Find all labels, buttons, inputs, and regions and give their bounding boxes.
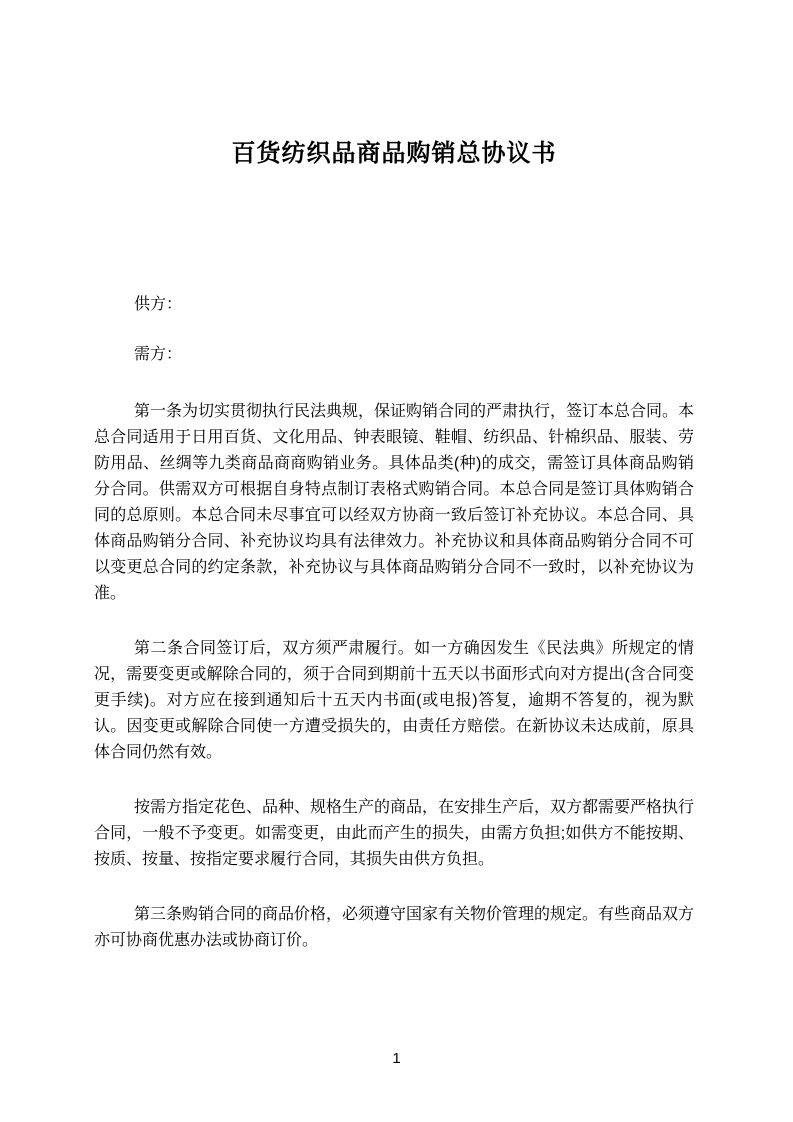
paragraph-article-2-continued: 按需方指定花色、品种、规格生产的商品，在安排生产后，双方都需要严格执行合同，一般不予变更。如需变更，由此而产生的损失，由需方负担;如供方不能按期、按质、按量、按指定要求履行合同，其损失由供方负担。 bbox=[94, 799, 695, 868]
contract-body bbox=[94, 399, 694, 954]
document-title: 百货纺织品商品购销总协议书 bbox=[231, 140, 557, 167]
page-number: 1 bbox=[392, 1050, 401, 1067]
parties-section bbox=[94, 292, 694, 368]
paragraph-article-3: 第三条购销合同的商品价格，必须遵守国家有关物价管理的规定。有些商品双方亦可协商优惠办法或协商订价。 bbox=[94, 906, 695, 949]
paragraph-article-1: 第一条为切实贯彻执行民法典规，保证购销合同的严肃执行，签订本总合同。本总合同适用于日用百货、文化用品、钟表眼镜、鞋帽、纺织品、针棉织品、服装、劳防用品、丝绸等九类商品商商购销业务。具体品类(种)的成交，需签订具体商品购销分合同。供需双方可根据自身特点制订表格式购销合同。本总合同是签订具体购销合同的总原则。本总合同未尽事宜可以经双方协商一致后签订补充协议。本总合同、具体商品购销分合同、补充协议均具有法律效力。补充协议和具体商品购销分合同不可以变更总合同的约定条款，补充协议与具体商品购销分合同不一致时，以补充协议为准。 bbox=[94, 403, 695, 602]
supplier-label: 供方： bbox=[134, 296, 183, 313]
paragraph-article-2: 第二条合同签订后，双方须严肃履行。如一方确因发生《民法典》所规定的情况，需要变更或解除合同的，须于合同到期前十五天以书面形式向对方提出(含合同变更手续)。对方应在接到通知后十五天内书面(或电报)答复，逾期不答复的，视为默认。因变更或解除合同使一方遭受损失的，由责任方赔偿。在新协议未达成前，原具体合同仍然有效。 bbox=[94, 640, 694, 761]
buyer-label: 需方： bbox=[134, 346, 183, 363]
